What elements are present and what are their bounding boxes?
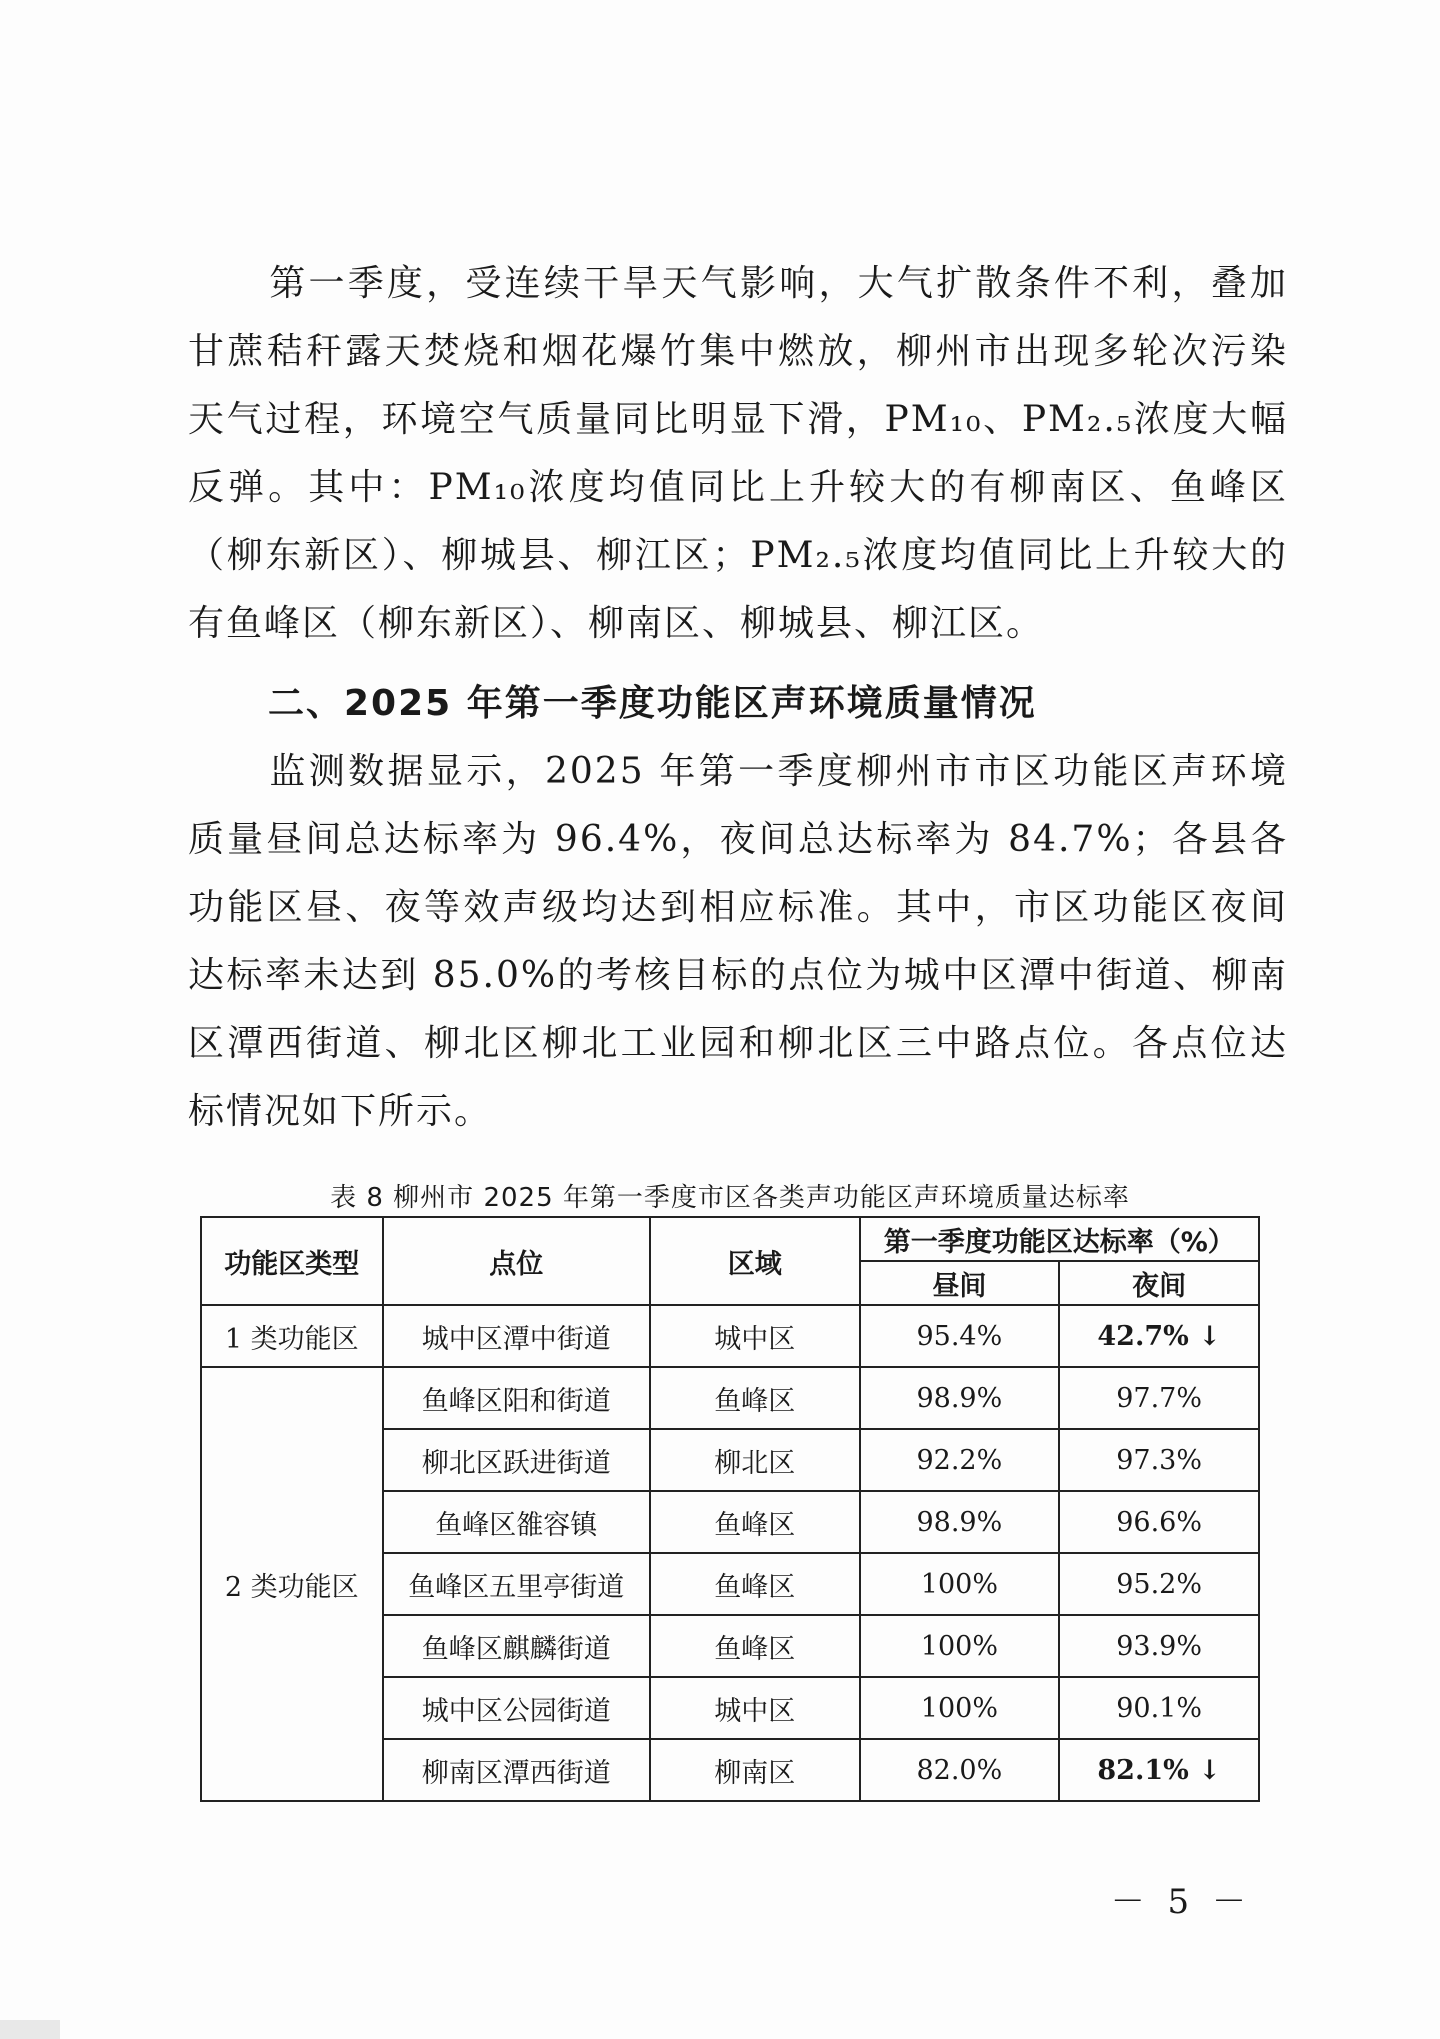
page-number: － 5 － <box>1110 1882 1252 1922</box>
header-site: 点位 <box>383 1217 650 1305</box>
district-cell: 鱼峰区 <box>650 1491 860 1553</box>
district-cell: 鱼峰区 <box>650 1367 860 1429</box>
night-rate-cell: 95.2% <box>1059 1553 1259 1615</box>
header-night: 夜间 <box>1059 1261 1259 1305</box>
night-rate-cell: 97.3% <box>1059 1429 1259 1491</box>
day-rate-cell: 100% <box>860 1615 1060 1677</box>
day-rate-cell: 98.9% <box>860 1367 1060 1429</box>
day-rate-cell: 82.0% <box>860 1739 1060 1801</box>
zone-type-cell: 1 类功能区 <box>201 1305 383 1367</box>
night-rate-cell: 93.9% <box>1059 1615 1259 1677</box>
site-cell: 城中区公园街道 <box>383 1677 650 1739</box>
scan-edge-mark <box>0 2020 60 2039</box>
district-cell: 柳南区 <box>650 1739 860 1801</box>
site-cell: 鱼峰区麒麟街道 <box>383 1615 650 1677</box>
header-district: 区域 <box>650 1217 860 1305</box>
noise-compliance-table <box>200 1216 1260 1802</box>
table-row <box>201 1305 1259 1367</box>
section-heading-noise: 二、2025 年第一季度功能区声环境质量情况 <box>268 683 1037 724</box>
header-day: 昼间 <box>860 1261 1060 1305</box>
site-cell: 鱼峰区五里亭街道 <box>383 1553 650 1615</box>
site-cell: 城中区潭中街道 <box>383 1305 650 1367</box>
site-cell: 鱼峰区雒容镇 <box>383 1491 650 1553</box>
district-cell: 城中区 <box>650 1305 860 1367</box>
header-rate-group: 第一季度功能区达标率（%） <box>860 1217 1259 1261</box>
day-rate-cell: 92.2% <box>860 1429 1060 1491</box>
site-cell: 鱼峰区阳和街道 <box>383 1367 650 1429</box>
night-rate-cell: 96.6% <box>1059 1491 1259 1553</box>
table-row <box>201 1367 1259 1429</box>
site-cell: 柳北区跃进街道 <box>383 1429 650 1491</box>
header-zone-type: 功能区类型 <box>201 1217 383 1305</box>
paragraph-air-quality: 第一季度，受连续干旱天气影响，大气扩散条件不利，叠加甘蔗秸秆露天焚烧和烟花爆竹集中燃放，柳州市出现多轮次污染天气过程，环境空气质量同比明显下滑，PM₁₀、PM₂.₅浓度大幅反弹。其中：PM₁₀浓度均值同比上升较大的有柳南区、鱼峰区（柳东新区）、柳城县、柳江区；PM₂.₅浓度均值同比上升较大的有鱼峰区（柳东新区）、柳南区、柳城县、柳江区。 <box>188 263 1288 644</box>
day-rate-cell: 100% <box>860 1677 1060 1739</box>
district-cell: 鱼峰区 <box>650 1615 860 1677</box>
site-cell: 柳南区潭西街道 <box>383 1739 650 1801</box>
table-caption: 表 8 柳州市 2025 年第一季度市区各类声功能区声环境质量达标率 <box>330 1183 1130 1213</box>
day-rate-cell: 95.4% <box>860 1305 1060 1367</box>
night-rate-cell: 97.7% <box>1059 1367 1259 1429</box>
night-rate-cell: 82.1% ↓ <box>1059 1739 1259 1801</box>
district-cell: 鱼峰区 <box>650 1553 860 1615</box>
zone-type-cell: 2 类功能区 <box>201 1367 383 1801</box>
day-rate-cell: 100% <box>860 1553 1060 1615</box>
day-rate-cell: 98.9% <box>860 1491 1060 1553</box>
paragraph-noise-quality: 监测数据显示，2025 年第一季度柳州市市区功能区声环境质量昼间总达标率为 96.4%，夜间总达标率为 84.7%；各县各功能区昼、夜等效声级均达到相应标准。其中，市区功能区夜间达标率未达到 85.0%的考核目标的点位为城中区潭中街道、柳南区潭西街道、柳北区柳北工业园和柳北区三中路点位。各点位达标情况如下所示。 <box>188 751 1288 1132</box>
night-rate-cell: 42.7% ↓ <box>1059 1305 1259 1367</box>
night-rate-cell: 90.1% <box>1059 1677 1259 1739</box>
district-cell: 柳北区 <box>650 1429 860 1491</box>
district-cell: 城中区 <box>650 1677 860 1739</box>
